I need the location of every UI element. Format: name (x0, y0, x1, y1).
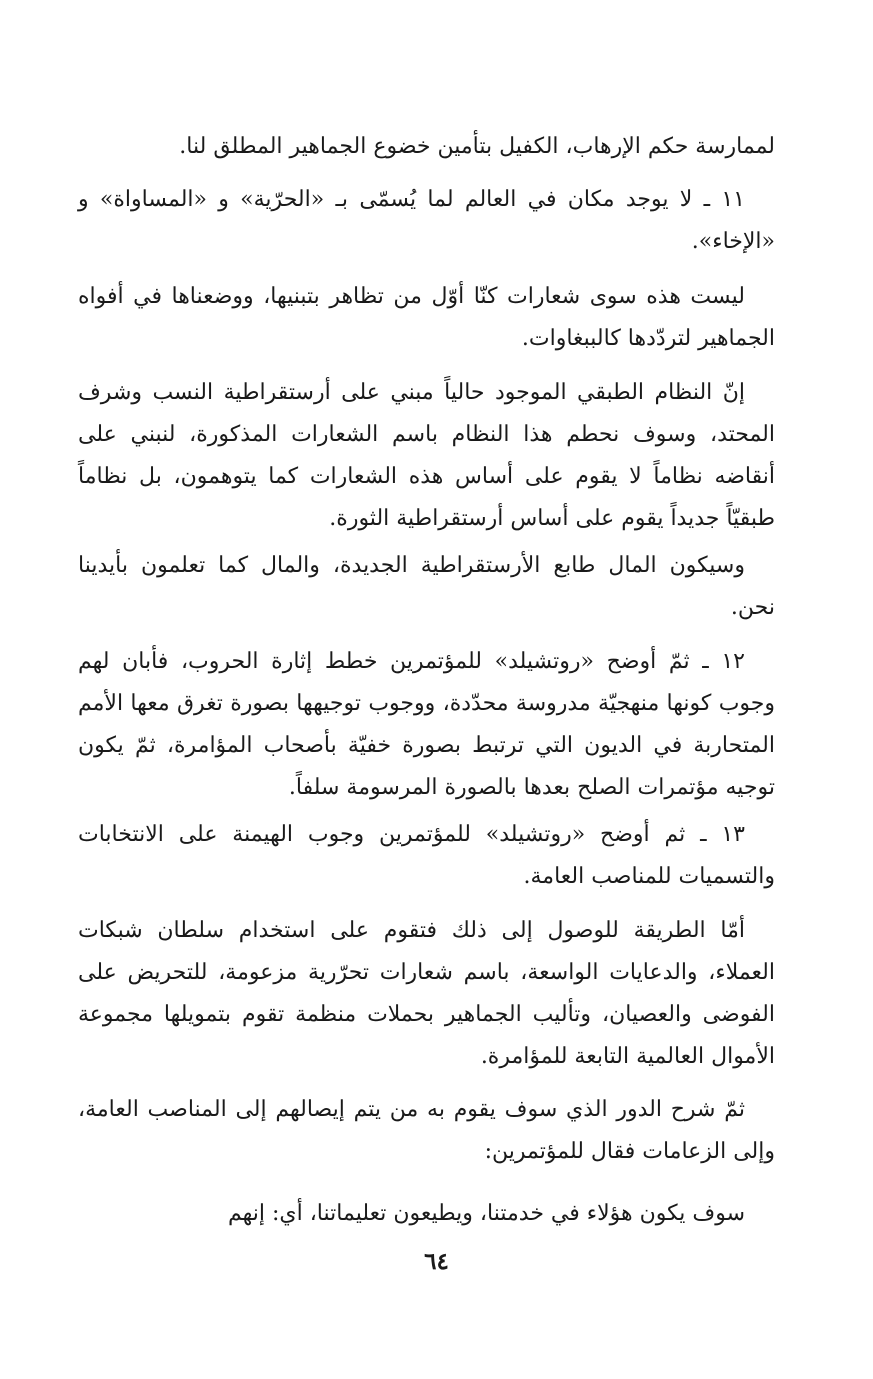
paragraph-text: ثمّ شرح الدور الذي سوف يقوم به من يتم إيصالهم إلى المناصب العامة، وإلى الزعامات فقال للمؤتمرين: (78, 1097, 775, 1164)
paragraph-1 (78, 126, 775, 168)
paragraph-7 (78, 814, 775, 898)
paragraph-4 (78, 372, 775, 540)
paragraph-2 (78, 179, 775, 263)
page-number: ٦٤ (424, 1248, 449, 1275)
paragraph-text: وسيكون المال طابع الأرستقراطية الجديدة، والمال كما تعلمون بأيدينا نحن. (78, 553, 775, 620)
paragraph-9 (78, 1089, 775, 1173)
paragraph-text: أمّا الطريقة للوصول إلى ذلك فتقوم على استخدام سلطان شبكات العملاء، والدعايات الواسعة، باسم شعارات تحرّرية مزعومة، للتحريض على الفوضى والعصيان، وتأليب الجماهير بحملات منظمة تقوم بتمويلها مجموعة الأموال العالمية التابعة للمؤامرة. (78, 918, 775, 1069)
paragraph-5 (78, 545, 775, 629)
paragraph-text: ١٢ ـ ثمّ أوضح «روتشيلد» للمؤتمرين خطط إثارة الحروب، فأبان لهم وجوب كونها منهجيّة مدروسة محدّدة، ووجوب توجيهها بصورة تغرق معها الأمم المتحاربة في الديون التي ترتبط بصورة خفيّة بأصحاب المؤامرة، ثمّ يكون توجيه مؤتمرات الصلح بعدها بالصورة المرسومة سلفاً. (78, 649, 775, 800)
paragraph-text: لممارسة حكم الإرهاب، الكفيل بتأمين خضوع الجماهير المطلق لنا. (179, 134, 775, 159)
paragraph-text: ليست هذه سوى شعارات كنّا أوّل من تظاهر بتبنيها، ووضعناها في أفواه الجماهير لتردّدها كالببغاوات. (78, 284, 775, 351)
paragraph-6 (78, 641, 775, 809)
paragraph-10 (78, 1193, 775, 1235)
paragraph-text: إنّ النظام الطبقي الموجود حالياً مبني على أرستقراطية النسب وشرف المحتد، وسوف نحطم هذا النظام باسم الشعارات المذكورة، لنبني على أنقاضه نظاماً لا يقوم على أساس هذه الشعارات كما يتوهمون، بل نظاماً طبقيّاً جديداً يقوم على أساس أرستقراطية الثورة. (78, 380, 775, 531)
paragraph-3 (78, 276, 775, 360)
paragraph-text: ١١ ـ لا يوجد مكان في العالم لما يُسمّى بـ «الحرّية» و «المساواة» و «الإخاء». (78, 187, 775, 254)
paragraph-8 (78, 910, 775, 1078)
paragraph-text: سوف يكون هؤلاء في خدمتنا، ويطيعون تعليماتنا، أي: إنهم (227, 1201, 745, 1226)
paragraph-text: ١٣ ـ ثم أوضح «روتشيلد» للمؤتمرين وجوب الهيمنة على الانتخابات والتسميات للمناصب العامة. (78, 822, 775, 889)
